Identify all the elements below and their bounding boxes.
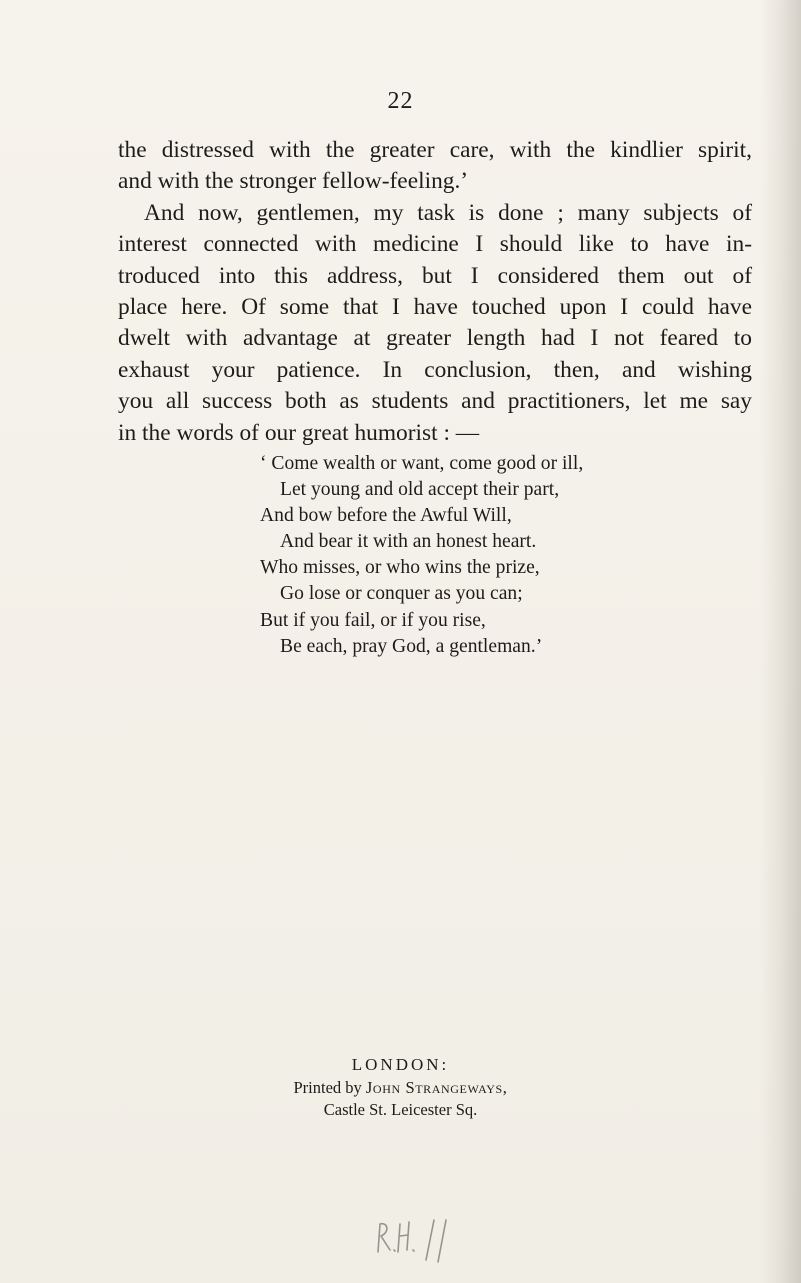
poem-line: And bear it with an honest heart. — [280, 531, 537, 553]
handwritten-pencil-mark — [368, 1210, 488, 1270]
page-number: 22 — [387, 88, 414, 114]
body-text — [118, 135, 752, 449]
imprint-printed-by: Printed by — [293, 1077, 366, 1097]
printer-imprint — [0, 1054, 801, 1122]
text-line: interest connected with medicine I should like to have in- — [118, 231, 752, 258]
poem-line: And bow before the Awful Will, — [260, 505, 512, 527]
text-line: troduced into this address, but I considered them out of — [118, 262, 752, 289]
poem-line: Let young and old accept their part, — [280, 479, 560, 501]
imprint-address: Castle St. Leicester Sq. — [323, 1100, 478, 1119]
imprint-city: LONDON: — [351, 1055, 450, 1074]
text-line: you all success both as students and practitioners, let me say — [118, 388, 752, 415]
poem-line: Be each, pray God, a gentleman.’ — [280, 635, 543, 657]
text-line: in the words of our great humorist : — — [118, 419, 480, 446]
imprint-printer-line — [0, 1077, 801, 1100]
text-line: exhaust your patience. In conclusion, then, and wishing — [118, 356, 752, 383]
poem-quotation — [260, 451, 583, 660]
text-line: place here. Of some that I have touched upon I could have — [118, 294, 752, 321]
poem-line: Go lose or conquer as you can; — [280, 583, 523, 605]
text-line: And now, gentlemen, my task is done ; many subjects of — [144, 199, 752, 226]
poem-line: Who misses, or who wins the prize, — [260, 557, 540, 579]
text-line: and with the stronger fellow-feeling.’ — [118, 168, 469, 195]
poem-line: But if you fail, or if you rise, — [260, 609, 486, 631]
poem-line: ‘ Come wealth or want, come good or ill, — [260, 453, 584, 474]
text-line: the distressed with the greater care, with the kindlier spirit, — [118, 137, 752, 163]
text-line: dwelt with advantage at greater length had I not feared to — [118, 325, 752, 352]
imprint-printer-name: John Strangeways, — [365, 1077, 508, 1097]
